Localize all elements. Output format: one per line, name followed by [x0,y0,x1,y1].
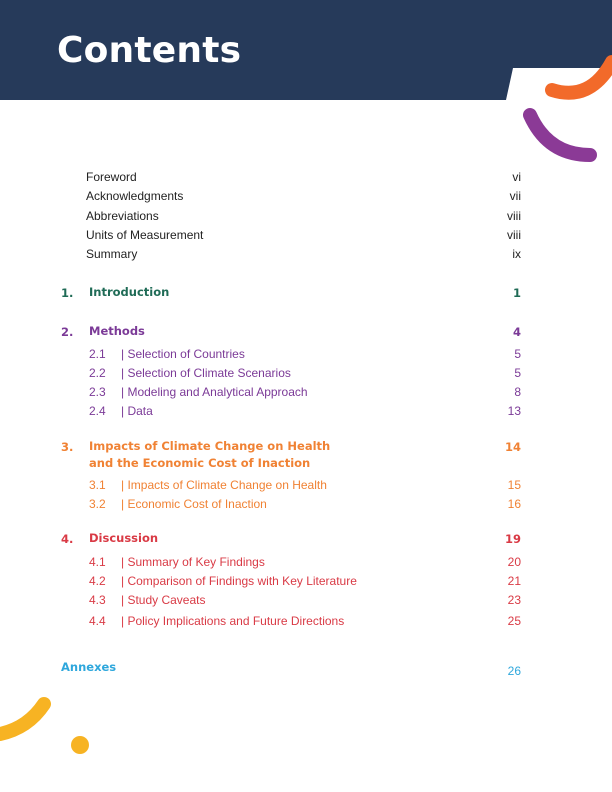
subsection-page-number: 8 [514,385,521,399]
subsection-number: 2.4 [89,404,106,418]
chapter-page-number: 14 [504,440,521,454]
subsection-comparison-of-findings[interactable]: | Comparison of Findings with Key Literature [121,574,357,588]
subsection-impacts-of-climate-change-on-health[interactable]: | Impacts of Climate Change on Health [121,478,327,492]
subsection-page-number: 5 [514,366,521,380]
subsection-number: 4.4 [89,614,106,628]
toc-entry-label: Foreword [86,170,137,184]
chapter-page-number: 1 [512,286,521,300]
toc-entry-units-of-measurement[interactable] [86,228,203,243]
subsection-number: 3.2 [89,497,106,511]
subsection-economic-cost-of-inaction[interactable]: | Economic Cost of Inaction [121,497,267,511]
toc-entry-label: Units of Measurement [86,228,204,242]
subsection-selection-of-climate-scenarios[interactable]: | Selection of Climate Scenarios [121,366,291,380]
chapter-number: 4. [61,532,74,546]
chapter-title-methods[interactable]: Methods [89,324,145,338]
subsection-page-number: 16 [507,497,521,511]
subsection-data[interactable]: | Data [121,404,153,418]
subsection-modeling-and-analytical-approach[interactable]: | Modeling and Analytical Approach [121,385,308,399]
subsection-number: 4.2 [89,574,106,588]
chapter-title-impacts-line-1[interactable]: Impacts of Climate Change on Health [89,439,331,453]
chapter-number: 3. [61,440,74,454]
toc-entry-abbreviations[interactable] [86,209,159,224]
yellow-arc-decoration [0,704,44,734]
subsection-number: 2.3 [89,385,106,399]
subsection-summary-of-key-findings[interactable]: | Summary of Key Findings [121,555,265,569]
subsection-study-caveats[interactable]: | Study Caveats [121,593,206,607]
subsection-number: 4.3 [89,593,106,607]
toc-page-number: ix [512,247,521,261]
toc-entry-label: Abbreviations [86,209,159,223]
toc-page-number: viii [507,209,521,223]
chapter-title-introduction[interactable]: Introduction [89,285,170,299]
subsection-policy-implications[interactable]: | Policy Implications and Future Directions [121,614,345,628]
toc-page-number: vi [512,170,521,184]
subsection-number: 2.1 [89,347,106,361]
toc-page-number: vii [509,189,521,203]
purple-arc-decoration [530,115,590,155]
subsection-number: 3.1 [89,478,106,492]
subsection-selection-of-countries[interactable]: | Selection of Countries [121,347,245,361]
toc-entry-acknowledgments[interactable] [86,189,183,204]
subsection-page-number: 25 [507,614,521,628]
subsection-page-number: 20 [507,555,521,569]
toc-entry-label: Summary [86,247,138,261]
page-title: Contents [57,30,242,71]
annexes-page-number: 26 [507,664,521,678]
subsection-page-number: 15 [507,478,521,492]
toc-entry-foreword[interactable] [86,170,137,185]
subsection-page-number: 21 [507,574,521,588]
subsection-page-number: 13 [507,404,521,418]
chapter-title-impacts-line-2[interactable]: and the Economic Cost of Inaction [89,456,311,470]
chapter-page-number: 19 [504,532,521,546]
toc-page-number: viii [507,228,521,242]
chapter-title-discussion[interactable]: Discussion [89,531,159,545]
subsection-number: 2.2 [89,366,106,380]
chapter-number: 2. [61,325,74,339]
annexes-title[interactable]: Annexes [61,660,117,674]
subsection-number: 4.1 [89,555,106,569]
yellow-dot-decoration [71,736,89,754]
subsection-page-number: 23 [507,593,521,607]
header-band [0,0,612,100]
chapter-number: 1. [61,286,74,300]
chapter-page-number: 4 [512,325,521,339]
toc-entry-summary[interactable] [86,247,137,262]
subsection-page-number: 5 [514,347,521,361]
toc-entry-label: Acknowledgments [86,189,184,203]
